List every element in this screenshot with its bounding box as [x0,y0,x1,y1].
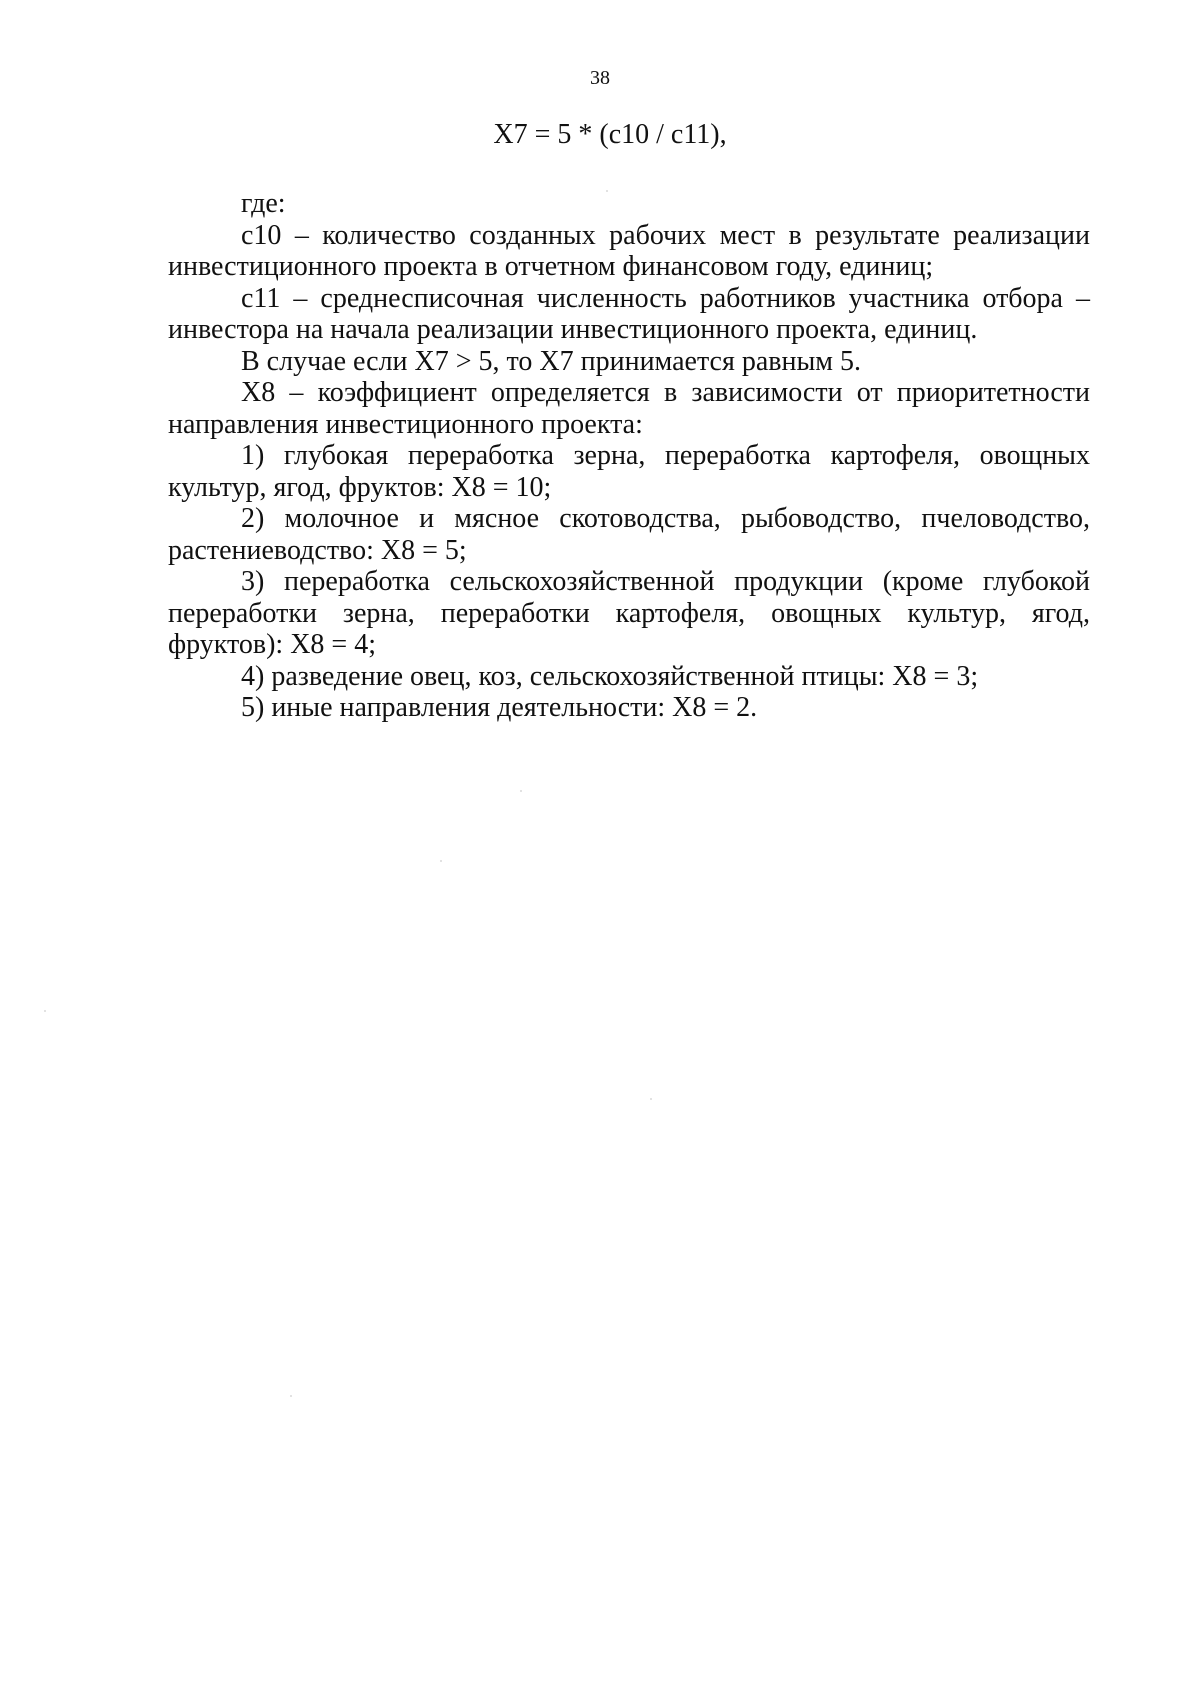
list-item-3: 3) переработка сельскохозяйственной продукции (кроме глубокой переработки зерна, переработки картофеля, овощных культур, ягод, фруктов): X8 = 4; [168,566,1090,660]
list-item-1: 1) глубокая переработка зерна, переработка картофеля, овощных культур, ягод, фруктов: X8 = 10; [168,440,1090,503]
scan-speck [44,1010,46,1012]
paragraph-where: где: [241,188,286,219]
paragraph-c11-definition: с11 – среднесписочная численность работников участника отбора – инвестора на начала реализации инвестиционного проекта, единиц. [168,282,1090,345]
page-number: 38 [590,67,610,89]
body-text [168,188,1090,724]
scan-speck [440,860,442,862]
list-item-2: 2) молочное и мясное скотоводства, рыбоводство, пчеловодство, растениеводство: X8 = 5; [168,503,1090,566]
list-item-5: 5) иные направления деятельности: X8 = 2. [241,692,758,723]
paragraph-x8-definition: X8 – коэффициент определяется в зависимости от приоритетности направления инвестиционного проекта: [168,377,1090,440]
scan-speck [290,1395,292,1397]
formula-x7: X7 = 5 * (c10 / c11), [493,119,727,150]
list-item-4: 4) разведение овец, коз, сельскохозяйственной птицы: X8 = 3; [241,660,979,692]
paragraph-c10-definition: с10 – количество созданных рабочих мест в результате реализации инвестиционного проекта в отчетном финансовом году, единиц; [168,219,1090,282]
scan-speck [606,190,608,192]
scan-speck [520,790,522,792]
scan-speck [650,1098,652,1100]
paragraph-x7-cap: В случае если X7 > 5, то X7 принимается равным 5. [241,345,861,377]
